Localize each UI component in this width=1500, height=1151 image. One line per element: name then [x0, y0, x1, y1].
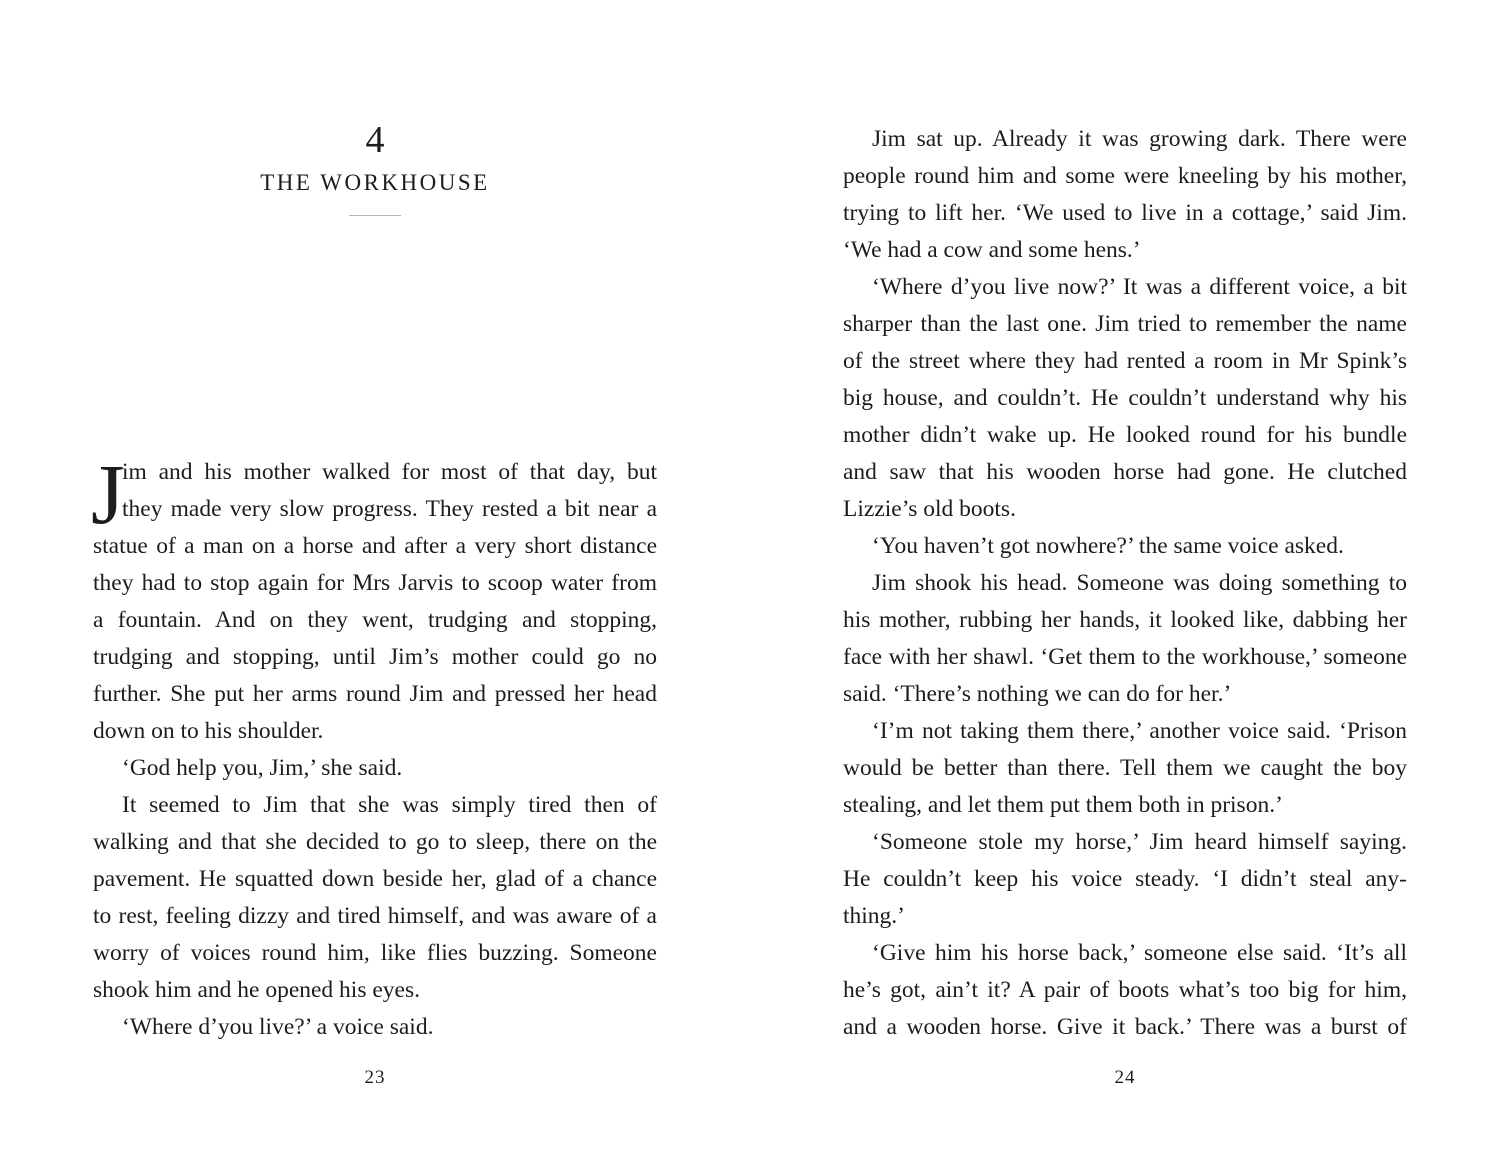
text-line: ‘Someone stole my horse,’ Jim heard himself saying.: [872, 829, 1407, 855]
text-line: worry of voices round him, like flies buzzing. Someone: [93, 940, 657, 966]
text-line: sharper than the last one. Jim tried to remember the name: [843, 311, 1407, 337]
left-page-body: [93, 454, 657, 1046]
text-line: walking and that she decided to go to sleep, there on the: [93, 829, 657, 855]
text-line: big house, and couldn’t. He couldn’t understand why his: [843, 385, 1407, 411]
right-page: [750, 0, 1500, 1151]
text-line: ‘God help you, Jim,’ she said.: [122, 755, 403, 781]
drop-cap: J: [91, 446, 125, 542]
text-line: He couldn’t keep his voice steady. ‘I didn’t steal any-: [843, 866, 1407, 892]
text-line: they had to stop again for Mrs Jarvis to scoop water from: [93, 570, 657, 596]
text-line: ‘I’m not taking them there,’ another voice said. ‘Prison: [872, 718, 1407, 744]
text-line: and a wooden horse. Give it back.’ There was a burst of: [843, 1014, 1407, 1040]
text-line: he’s got, ain’t it? A pair of boots what’s too big for him,: [843, 977, 1407, 1003]
text-line: pavement. He squatted down beside her, glad of a chance: [93, 866, 657, 892]
text-line: a fountain. And on they went, trudging and stopping,: [93, 607, 657, 633]
text-line: ‘Give him his horse back,’ someone else said. ‘It’s all: [872, 940, 1407, 966]
text-line: ‘We had a cow and some hens.’: [843, 237, 1141, 263]
text-line: further. She put her arms round Jim and pressed her head: [93, 681, 657, 707]
text-line: statue of a man on a horse and after a very short distance: [93, 533, 657, 559]
page-number: 23: [364, 1067, 386, 1088]
chapter-divider: [349, 215, 401, 216]
text-line: face with her shawl. ‘Get them to the workhouse,’ someone: [843, 644, 1407, 670]
page-number: 24: [1114, 1067, 1136, 1088]
right-page-body: [843, 121, 1407, 1046]
text-line: trudging and stopping, until Jim’s mother could go no: [93, 644, 657, 670]
text-line: ‘Where d’you live?’ a voice said.: [122, 1014, 434, 1040]
chapter-number: 4: [365, 119, 385, 161]
text-line: stealing, and let them put them both in prison.’: [843, 792, 1283, 818]
text-line: im and his mother walked for most of that day, but: [122, 459, 657, 485]
text-line: they made very slow progress. They rested a bit near a: [122, 496, 657, 522]
text-line: his mother, rubbing her hands, it looked like, dabbing her: [843, 607, 1407, 633]
text-line: down on to his shoulder.: [93, 718, 324, 744]
text-line: shook him and he opened his eyes.: [93, 977, 420, 1003]
text-line: and saw that his wooden horse had gone. He clutched: [843, 459, 1407, 485]
text-line: people round him and some were kneeling by his mother,: [843, 163, 1407, 189]
text-line: Jim sat up. Already it was growing dark. There were: [872, 126, 1407, 152]
text-line: thing.’: [843, 903, 906, 929]
text-line: mother didn’t wake up. He looked round for his bundle: [843, 422, 1407, 448]
text-line: trying to lift her. ‘We used to live in a cottage,’ said Jim.: [843, 200, 1407, 226]
text-line: said. ‘There’s nothing we can do for her.’: [843, 681, 1232, 707]
text-line: It seemed to Jim that she was simply tired then of: [122, 792, 657, 818]
text-line: Lizzie’s old boots.: [843, 496, 1016, 522]
text-line: ‘Where d’you live now?’ It was a different voice, a bit: [872, 274, 1407, 300]
text-line: to rest, feeling dizzy and tired himself, and was aware of a: [93, 903, 657, 929]
text-line: of the street where they had rented a room in Mr Spink’s: [843, 348, 1407, 374]
chapter-title: THE WORKHOUSE: [260, 170, 490, 195]
text-line: Jim shook his head. Someone was doing something to: [872, 570, 1407, 596]
text-line: would be better than there. Tell them we caught the boy: [843, 755, 1407, 781]
text-line: ‘You haven’t got nowhere?’ the same voice asked.: [872, 533, 1344, 559]
